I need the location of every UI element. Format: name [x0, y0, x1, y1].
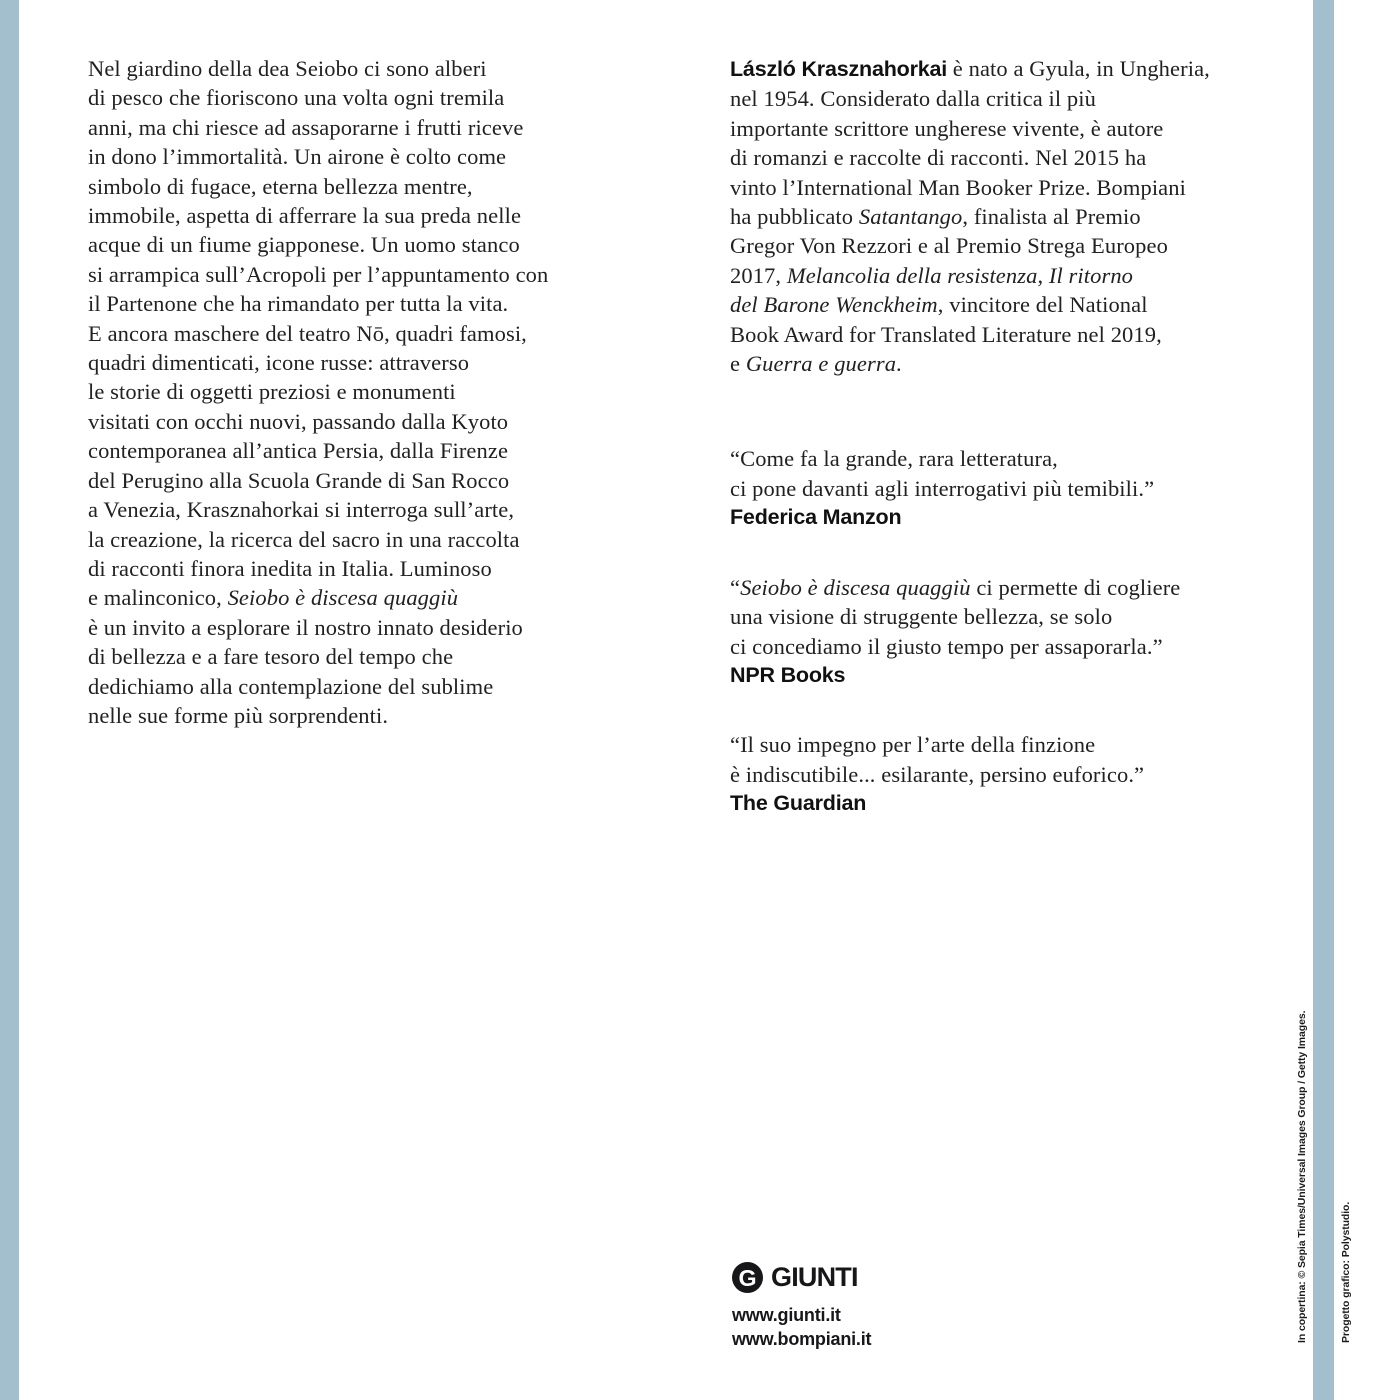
giunti-logo: [732, 1262, 871, 1293]
cover-credit-line: In copertina: © Sepia Times/Universal Images Group / Getty Images.: [1296, 1010, 1308, 1343]
design-credit-line: Progetto grafico: Polystudio.: [1339, 1201, 1352, 1343]
giunti-wordmark: GIUNTI: [771, 1262, 858, 1292]
left-edge-strip: [0, 0, 19, 1400]
giunti-g-logo-icon: [732, 1262, 763, 1293]
review-quote-text: “Seiobo è discesa quaggiù ci permette di cogliere una visione di struggente bellezza, se solo ci concediamo il giusto tempo per assaporarla.”: [730, 574, 1181, 659]
publisher-websites: [732, 1304, 871, 1351]
review-quote-text: “Come fa la grande, rara letteratura, ci pone davanti agli interrogativi più temibili.”: [730, 446, 1155, 501]
publisher-block: [732, 1262, 871, 1351]
synopsis-text: Nel giardino della dea Seiobo ci sono alberi di pesco che fioriscono una volta ogni tremila anni, ma chi riesce ad assaporarne i frutti riceve in dono l’immortalità. Un airone è colto come simbolo di fugace, eterna bellezza mentre, immobile, aspetta di afferrare la sua preda nelle acque di un fiume giapponese. Un uomo stanco si arrampica sull’Acropoli per l’appuntamento con il Partenone che ha rimandato per tutta la vita. E ancora maschere del teatro Nō, quadri famosi, quadri dimenticati, icone russe: attraverso le storie di oggetti preziosi e monumenti visitati con occhi nuovi, passando dalla Kyoto contemporanea all’antica Persia, dalla Firenze del Perugino alla Scuola Grande di San Rocco a Venezia, Krasznahorkai si interroga sull’arte, la creazione, la ricerca del sacro in una raccolta di racconti finora inedita in Italia. Luminoso e malinconico, Seiobo è discesa quaggiù è un invito a esplorare il nostro innato desiderio di bellezza e a fare tesoro del tempo che dedichiamo alla contemplazione del sublime nelle sue forme più sorprendenti.: [88, 56, 549, 728]
cover-credits-vertical: [1266, 1010, 1382, 1343]
review-quote: [730, 444, 1275, 532]
website-giunti: www.giunti.it: [732, 1305, 841, 1325]
author-column: [730, 54, 1275, 819]
svg-text:G: G: [738, 1265, 757, 1292]
website-bompiani: www.bompiani.it: [732, 1328, 872, 1349]
review-quote: [730, 730, 1275, 818]
author-bio: László Krasznahorkai è nato a Gyula, in Ungheria, nel 1954. Considerato dalla critica il più importante scrittore ungherese vivente, è autore di romanzi e raccolte di racconti. Nel 2015 ha vinto l’International Man Booker Prize. Bompiani ha pubblicato Satantango, finalista al Premio Gregor Von Rezzori e al Premio Strega Europeo 2017, Melancolia della resistenza, Il ritorno del Barone Wenckheim, vincitore del National Book Award for Translated Literature nel 2019, e Guerra e guerra.: [730, 56, 1210, 377]
review-attribution: Federica Manzon: [730, 505, 902, 530]
synopsis-column: [88, 54, 628, 730]
review-quote-text: “Il suo impegno per l’arte della finzione è indiscutibile... esilarante, persino euforico.”: [730, 732, 1145, 787]
review-quote: [730, 573, 1275, 691]
review-attribution: NPR Books: [730, 662, 846, 687]
review-attribution: The Guardian: [730, 791, 867, 816]
